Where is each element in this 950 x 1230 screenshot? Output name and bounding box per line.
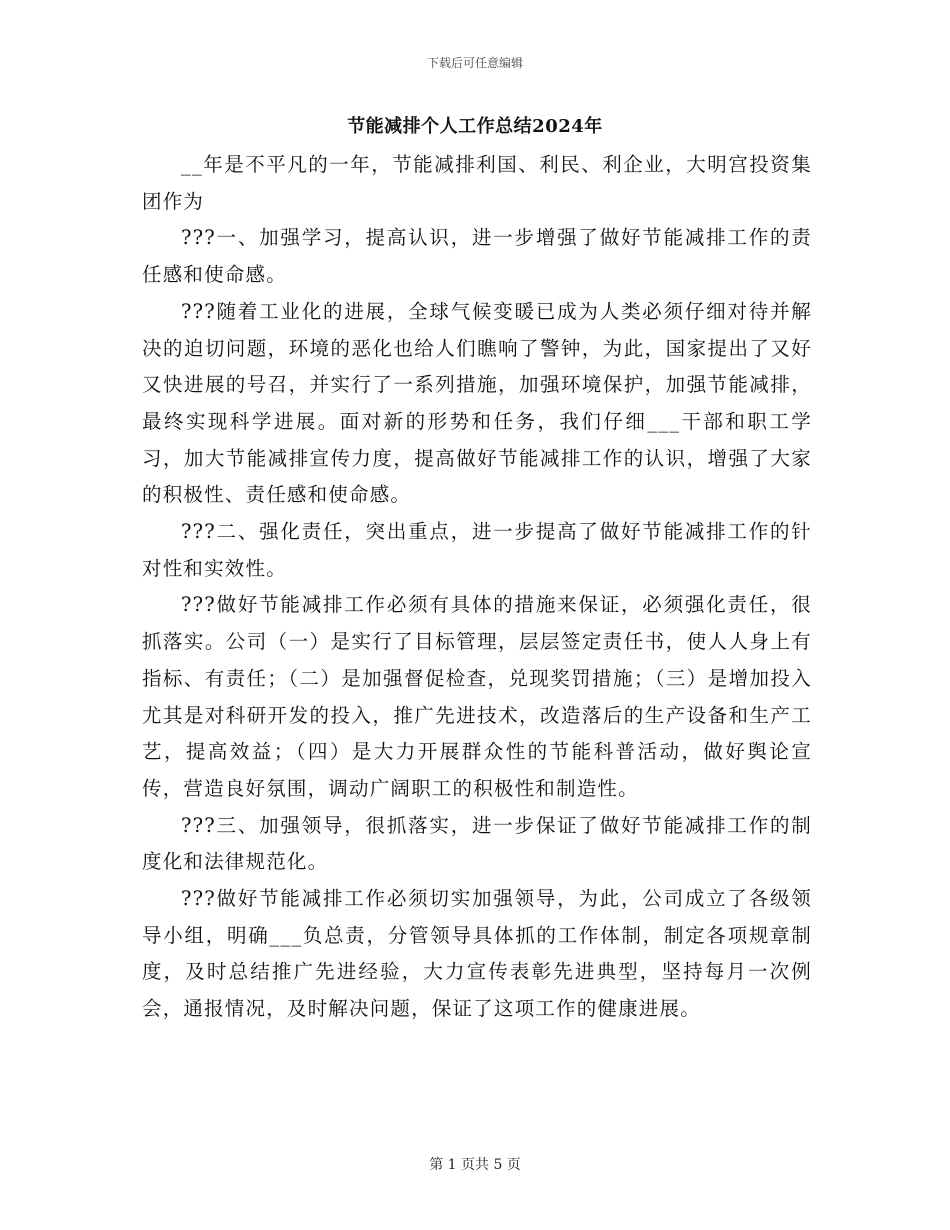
paragraph: ???做好节能减排工作必须有具体的措施来保证，必须强化责任，很抓落实。公司（一）是实行了目标管理，层层签定责任书，使人人身上有指标、有责任；（二）是加强督促检查，兑现奖罚措施；（三）是增加投入尤其是对科研开发的投入，推广先进技术，改造落后的生产设备和生产工艺，提高效益；（四）是大力开展群众性的节能科普活动，做好舆论宣传，营造良好氛围，调动广阔职工的积极性和制造性。 <box>142 593 812 800</box>
page-number: 第 1 页共 5 页 <box>429 1157 521 1173</box>
section-heading: ???三、加强领导，很抓落实，进一步保证了做好节能减排工作的制度化和法律规范化。 <box>142 813 812 874</box>
section-heading: ???一、加强学习，提高认识，进一步增强了做好节能减排工作的责任感和使命感。 <box>142 226 812 287</box>
section-heading: ???二、强化责任，突出重点，进一步提高了做好节能减排工作的针对性和实效性。 <box>142 520 812 580</box>
paragraph: __年是不平凡的一年，节能减排利国、利民、利企业，大明宫投资集团作为 <box>142 153 812 213</box>
document-title: 节能减排个人工作总结2024年 <box>347 116 603 137</box>
paragraph: ???做好节能减排工作必须切实加强领导，为此，公司成立了各级领导小组，明确___负总责，分管领导具体抓的工作体制，制定各项规章制度，及时总结推广先进经验，大力宣传表彰先进典型，坚持每月一次例会，通报情况，及时解决问题，保证了这项工作的健康进展。 <box>142 887 812 1021</box>
document-body <box>142 147 812 1028</box>
paragraph: ???随着工业化的进展，全球气候变暖已成为人类必须仔细对待并解决的迫切问题，环境的恶化也给人们瞧响了警钟，为此，国家提出了又好又快进展的号召，并实行了一系列措施，加强环境保护，加强节能减排，最终实现科学进展。面对新的形势和任务，我们仔细___干部和职工学习，加大节能减排宣传力度，提高做好节能减排工作的认识，增强了大家的积极性、责任感和使命感。 <box>142 299 812 507</box>
header-note: 下载后可任意编辑 <box>426 56 523 70</box>
